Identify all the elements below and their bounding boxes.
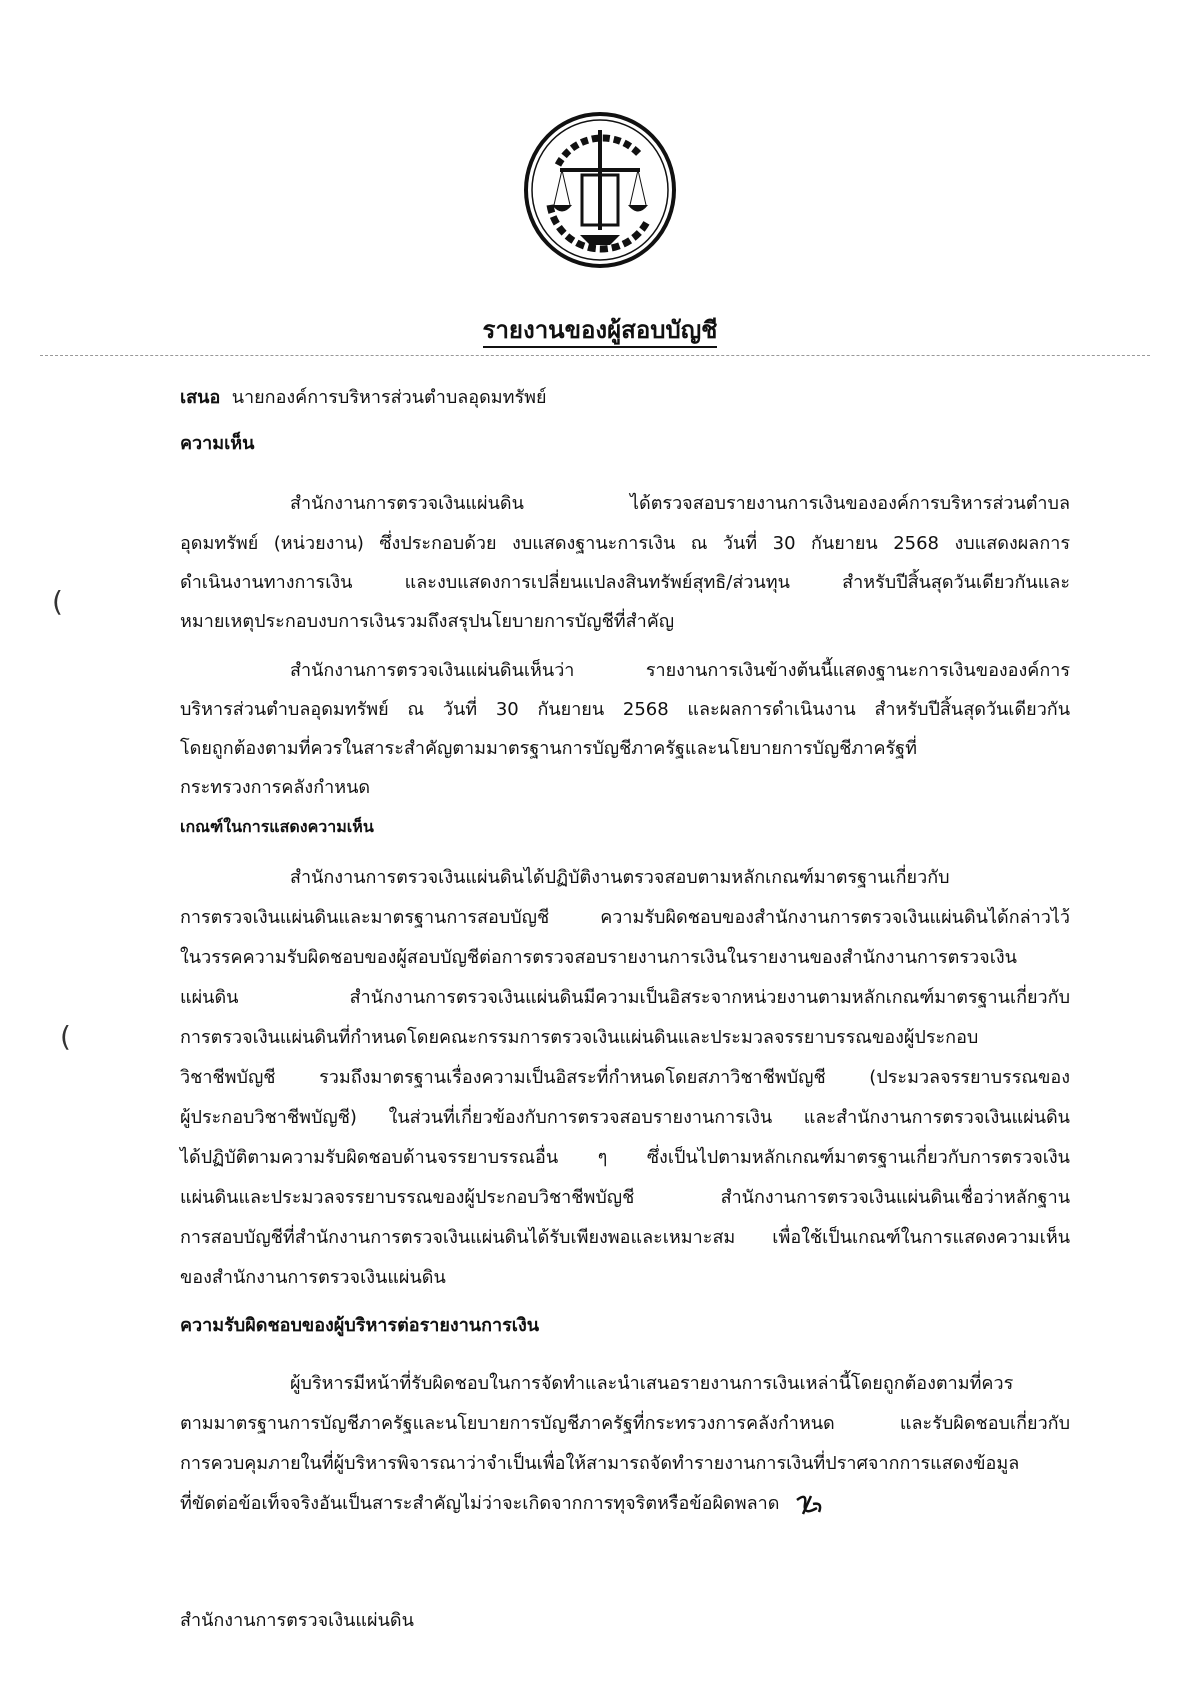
page-title: [0, 310, 1200, 349]
paragraph-line: วิชาชีพบัญชี รวมถึงมาตรฐานเรื่องความเป็นอิสระที่กำหนดโดยสภาวิชาชีพบัญชี (ประมวลจรรยาบรรณของ: [180, 1067, 1070, 1088]
paragraph-line: การควบคุมภายในที่ผู้บริหารพิจารณาว่าจำเป็นเพื่อให้สามารถจัดทำรายงานการเงินที่ปราศจากการแสดงข้อมูล: [180, 1453, 1020, 1474]
paragraph-line-text: ที่ขัดต่อข้อเท็จจริงอันเป็นสาระสำคัญไม่ว่าจะเกิดจากการทุจริตหรือข้อผิดพลาด: [180, 1493, 780, 1514]
paragraph-line: การสอบบัญชีที่สำนักงานการตรวจเงินแผ่นดินได้รับเพียงพอและเหมาะสม เพื่อใช้เป็นเกณฑ์ในการแสดงความเห็น: [180, 1227, 1070, 1248]
paragraph-line: การตรวจเงินแผ่นดินที่กำหนดโดยคณะกรรมการตรวจเงินแผ่นดินและประมวลจรรยาบรรณของผู้ประกอบ: [180, 1027, 979, 1048]
section-heading: ความเห็น: [180, 433, 255, 454]
section-heading: เกณฑ์ในการแสดงความเห็น: [180, 817, 374, 836]
paragraph-line: ได้ปฏิบัติตามความรับผิดชอบด้านจรรยาบรรณอื่น ๆ ซึ่งเป็นไปตามหลักเกณฑ์มาตรฐานเกี่ยวกับการตรวจเงิน: [180, 1147, 1070, 1168]
paragraph-line: ตามมาตรฐานการบัญชีภาครัฐและนโยบายการบัญชีภาครัฐที่กระทรวงการคลังกำหนด และรับผิดชอบเกี่ยวกับ: [180, 1413, 1070, 1434]
punch-hole-mark: (: [52, 585, 63, 618]
paragraph-line: อุดมทรัพย์ (หน่วยงาน) ซึ่งประกอบด้วย งบแสดงฐานะการเงิน ณ วันที่ 30 กันยายน 2568 งบแสดงผลการ: [180, 533, 1070, 554]
title-text: รายงานของผู้สอบบัญชี: [483, 316, 718, 348]
section-heading: ความรับผิดชอบของผู้บริหารต่อรายงานการเงิน: [180, 1315, 540, 1336]
addressee: [180, 382, 1070, 411]
punch-hole-mark: (: [60, 1020, 71, 1053]
addressee-label: เสนอ: [180, 387, 221, 408]
paragraph-line: สำนักงานการตรวจเงินแผ่นดิน ได้ตรวจสอบรายงานการเงินขององค์การบริหารส่วนตำบล: [290, 493, 1070, 514]
paragraph-line: กระทรวงการคลังกำหนด: [180, 777, 371, 798]
paragraph-line: การตรวจเงินแผ่นดินและมาตรฐานการสอบบัญชี ความรับผิดชอบของสำนักงานการตรวจเงินแผ่นดินได้กล่าวไว้: [180, 907, 1070, 928]
initials-signature: [793, 1490, 827, 1518]
paragraph-line: หมายเหตุประกอบงบการเงินรวมถึงสรุปนโยบายการบัญชีที่สำคัญ: [180, 611, 675, 632]
paragraph-line: บริหารส่วนตำบลอุดมทรัพย์ ณ วันที่ 30 กันยายน 2568 และผลการดำเนินงาน สำหรับปีสิ้นสุดวันเดียวกัน: [180, 699, 1070, 720]
paragraph-line: [180, 1488, 827, 1518]
paragraph-line: ในวรรคความรับผิดชอบของผู้สอบบัญชีต่อการตรวจสอบรายงานการเงินในรายงานของสำนักงานการตรวจเงิน: [180, 947, 1017, 968]
audit-office-seal: [520, 110, 680, 270]
paragraph-line: ผู้ประกอบวิชาชีพบัญชี) ในส่วนที่เกี่ยวข้องกับการตรวจสอบรายงานการเงิน และสำนักงานการตรวจเงินแผ่นดิน: [180, 1107, 1070, 1128]
paragraph-line: โดยถูกต้องตามที่ควรในสาระสำคัญตามมาตรฐานการบัญชีภาครัฐและนโยบายการบัญชีภาครัฐที่: [180, 738, 917, 759]
divider: [40, 355, 1150, 356]
paragraph-line: แผ่นดินและประมวลจรรยาบรรณของผู้ประกอบวิชาชีพบัญชี สำนักงานการตรวจเงินแผ่นดินเชื่อว่าหลักฐาน: [180, 1187, 1070, 1208]
paragraph-line: ของสำนักงานการตรวจเงินแผ่นดิน: [180, 1267, 446, 1288]
paragraph-line: สำนักงานการตรวจเงินแผ่นดินเห็นว่า รายงานการเงินข้างต้นนี้แสดงฐานะการเงินขององค์การ: [290, 660, 1070, 681]
paragraph-line: ดำเนินงานทางการเงิน และงบแสดงการเปลี่ยนแปลงสินทรัพย์สุทธิ/ส่วนทุน สำหรับปีสิ้นสุดวันเดียวกันและ: [180, 572, 1070, 593]
paragraph-line: ผู้บริหารมีหน้าที่รับผิดชอบในการจัดทำและนำเสนอรายงานการเงินเหล่านี้โดยถูกต้องตามที่ควร: [290, 1373, 1014, 1394]
addressee-value: นายกองค์การบริหารส่วนตำบลอุดมทรัพย์: [231, 387, 547, 408]
footer-text: สำนักงานการตรวจเงินแผ่นดิน: [180, 1610, 414, 1631]
paragraph-line: แผ่นดิน สำนักงานการตรวจเงินแผ่นดินมีความเป็นอิสระจากหน่วยงานตามหลักเกณฑ์มาตรฐานเกี่ยวกับ: [180, 987, 1070, 1008]
paragraph-line: สำนักงานการตรวจเงินแผ่นดินได้ปฏิบัติงานตรวจสอบตามหลักเกณฑ์มาตรฐานเกี่ยวกับ: [290, 867, 950, 888]
